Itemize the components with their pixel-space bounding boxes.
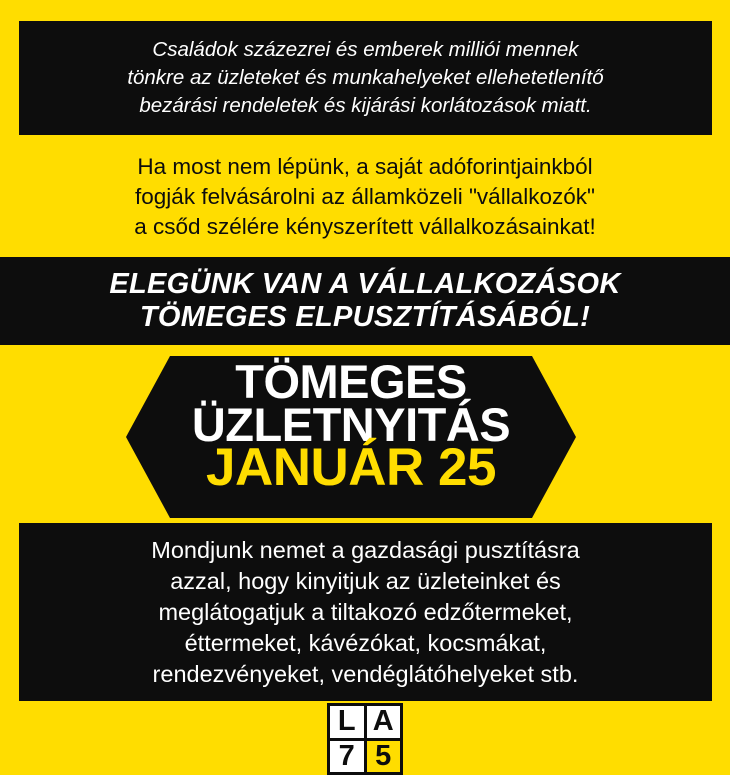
logo-letter: L [330, 706, 364, 738]
intro-text [127, 36, 603, 120]
logo-digit: 5 [367, 741, 401, 773]
intro-line: tönkre az üzleteket és munkahelyeket ellehetetlenítő [127, 66, 604, 89]
event-title [126, 355, 576, 497]
warning-text [0, 152, 730, 242]
call-to-action-box [19, 523, 712, 701]
event-line-1: TÖMEGES [235, 355, 467, 408]
event-date: JANUÁR 25 [205, 438, 497, 497]
intro-line: bezárási rendeletek és kijárási korlátozások miatt. [139, 94, 592, 117]
logo-digit: 7 [330, 741, 364, 773]
cta-line: Mondjunk nemet a gazdasági pusztításra [151, 536, 580, 563]
cta-line: rendezvényeket, vendéglátóhelyeket stb. [152, 660, 579, 687]
slogan-banner [0, 257, 730, 345]
logo-letter: A [367, 706, 401, 738]
slogan-line: ELEGÜNK VAN A VÁLLALKOZÁSOK [109, 268, 621, 300]
intro-line: Családok százezrei és emberek milliói mennek [152, 38, 579, 61]
intro-box [19, 21, 712, 135]
cta-line: meglátogatjuk a tiltakozó edzőtermeket, [158, 598, 573, 625]
la75-logo [327, 703, 403, 775]
cta-line: azzal, hogy kinyitjuk az üzleteinket és [170, 567, 561, 594]
warning-line: fogják felvásárolni az államközeli "vállalkozók" [135, 184, 595, 209]
event-line-2: ÜZLETNYITÁS [191, 398, 511, 451]
warning-line: a csőd szélére kényszerített vállalkozásainkat! [134, 214, 596, 239]
warning-line: Ha most nem lépünk, a saját adóforintjainkból [137, 154, 593, 179]
slogan-line: TÖMEGES ELPUSZTÍTÁSÁBÓL! [139, 301, 591, 333]
cta-line: éttermeket, kávézókat, kocsmákat, [184, 629, 547, 656]
